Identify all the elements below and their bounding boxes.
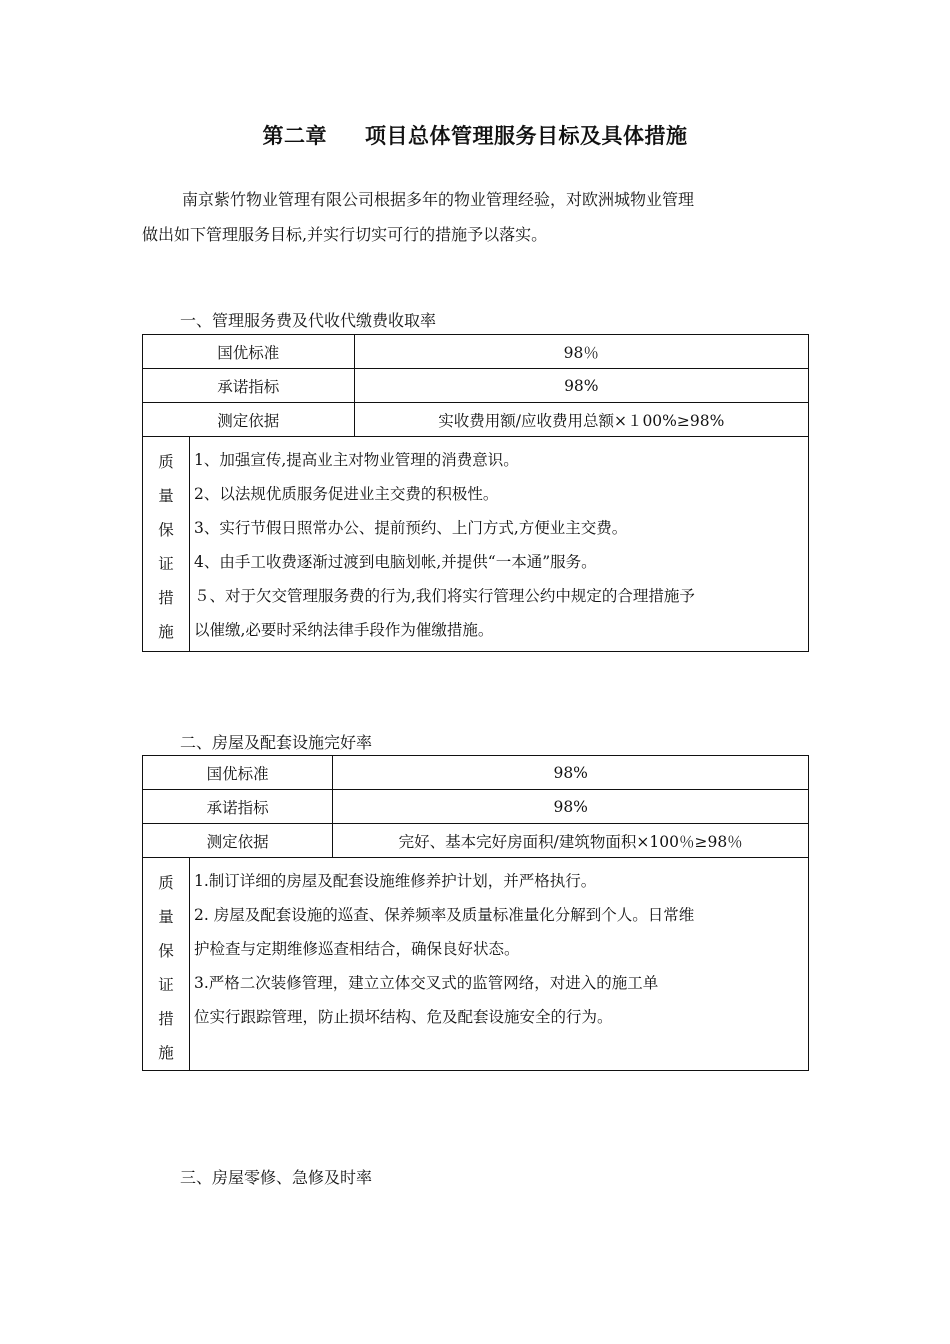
measures-row: [143, 437, 809, 652]
measure-item: 位实行跟踪管理，防止损坏结构、危及配套设施安全的行为。: [194, 1008, 613, 1026]
measure-item: 1、加强宣传,提高业主对物业管理的消费意识。: [194, 451, 519, 469]
quality-assurance-label: [143, 858, 190, 1071]
section1-table: [142, 334, 809, 652]
section1-heading: 一、管理服务费及代收代缴费收取率: [180, 311, 437, 330]
row-label: 国优标准: [143, 335, 355, 369]
vertical-char: 保: [158, 521, 174, 539]
row-value: 98%: [333, 790, 809, 824]
row-value: 实收费用额/应收费用总额×１00%≥98%: [354, 403, 808, 437]
intro-line-2: 做出如下管理服务目标,并实行切实可行的措施予以落实。: [142, 225, 548, 244]
vertical-char: 质: [158, 453, 174, 471]
vertical-char: 证: [158, 976, 174, 994]
measures-list: [190, 437, 809, 652]
vertical-char: 质: [158, 874, 174, 892]
row-label: 测定依据: [143, 403, 355, 437]
measures-row: [143, 858, 809, 1071]
vertical-char: 施: [158, 1044, 174, 1062]
row-label: 承诺指标: [143, 369, 355, 403]
table-row: [143, 335, 809, 369]
row-value: 98%: [333, 756, 809, 790]
measure-item: 2. 房屋及配套设施的巡查、保养频率及质量标准量化分解到个人。日常维: [194, 906, 695, 924]
chapter-title: [0, 120, 950, 150]
table-row: [143, 756, 809, 790]
measures-list: [190, 858, 809, 1071]
measure-item: 3、实行节假日照常办公、提前预约、上门方式,方便业主交费。: [194, 519, 628, 537]
vertical-char: 保: [158, 942, 174, 960]
table-row: [143, 403, 809, 437]
measure-item: 护检查与定期维修巡查相结合，确保良好状态。: [194, 940, 520, 958]
measure-item: 3.严格二次装修管理，建立立体交叉式的监管网络，对进入的施工单: [194, 974, 659, 992]
row-value: 98％: [354, 335, 808, 369]
intro-line-1: 南京紫竹物业管理有限公司根据多年的物业管理经验，对欧洲城物业管理: [182, 190, 695, 209]
vertical-char: 量: [158, 487, 174, 505]
vertical-char: 措: [158, 1010, 174, 1028]
row-label: 测定依据: [143, 824, 333, 858]
vertical-char: 证: [158, 555, 174, 573]
vertical-char: 施: [158, 623, 174, 641]
row-label: 承诺指标: [143, 790, 333, 824]
row-label: 国优标准: [143, 756, 333, 790]
measure-item: 2、以法规优质服务促进业主交费的积极性。: [194, 485, 499, 503]
measure-item: 1.制订详细的房屋及配套设施维修养护计划，并严格执行。: [194, 872, 597, 890]
section2-heading: 二、房屋及配套设施完好率: [180, 733, 373, 752]
intro-paragraph: [142, 182, 810, 252]
row-value: 98%: [354, 369, 808, 403]
quality-assurance-label: [143, 437, 190, 652]
table-row: [143, 824, 809, 858]
chapter-heading: 项目总体管理服务目标及具体措施: [365, 124, 688, 148]
table-row: [143, 790, 809, 824]
measure-item: 4、由手工收费逐渐过渡到电脑划帐,并提供“一本通”服务。: [194, 553, 597, 571]
section3-heading: 三、房屋零修、急修及时率: [180, 1168, 373, 1187]
vertical-char: 措: [158, 589, 174, 607]
section2-table: [142, 755, 809, 1071]
table-row: [143, 369, 809, 403]
measure-item: 以催缴,必要时采纳法律手段作为催缴措施。: [194, 621, 494, 639]
measure-item: ５、对于欠交管理服务费的行为,我们将实行管理公约中规定的合理措施予: [194, 587, 695, 605]
vertical-char: 量: [158, 908, 174, 926]
chapter-number: 第二章: [262, 124, 327, 148]
row-value: 完好、基本完好房面积/建筑物面积×100％≥98％: [333, 824, 809, 858]
